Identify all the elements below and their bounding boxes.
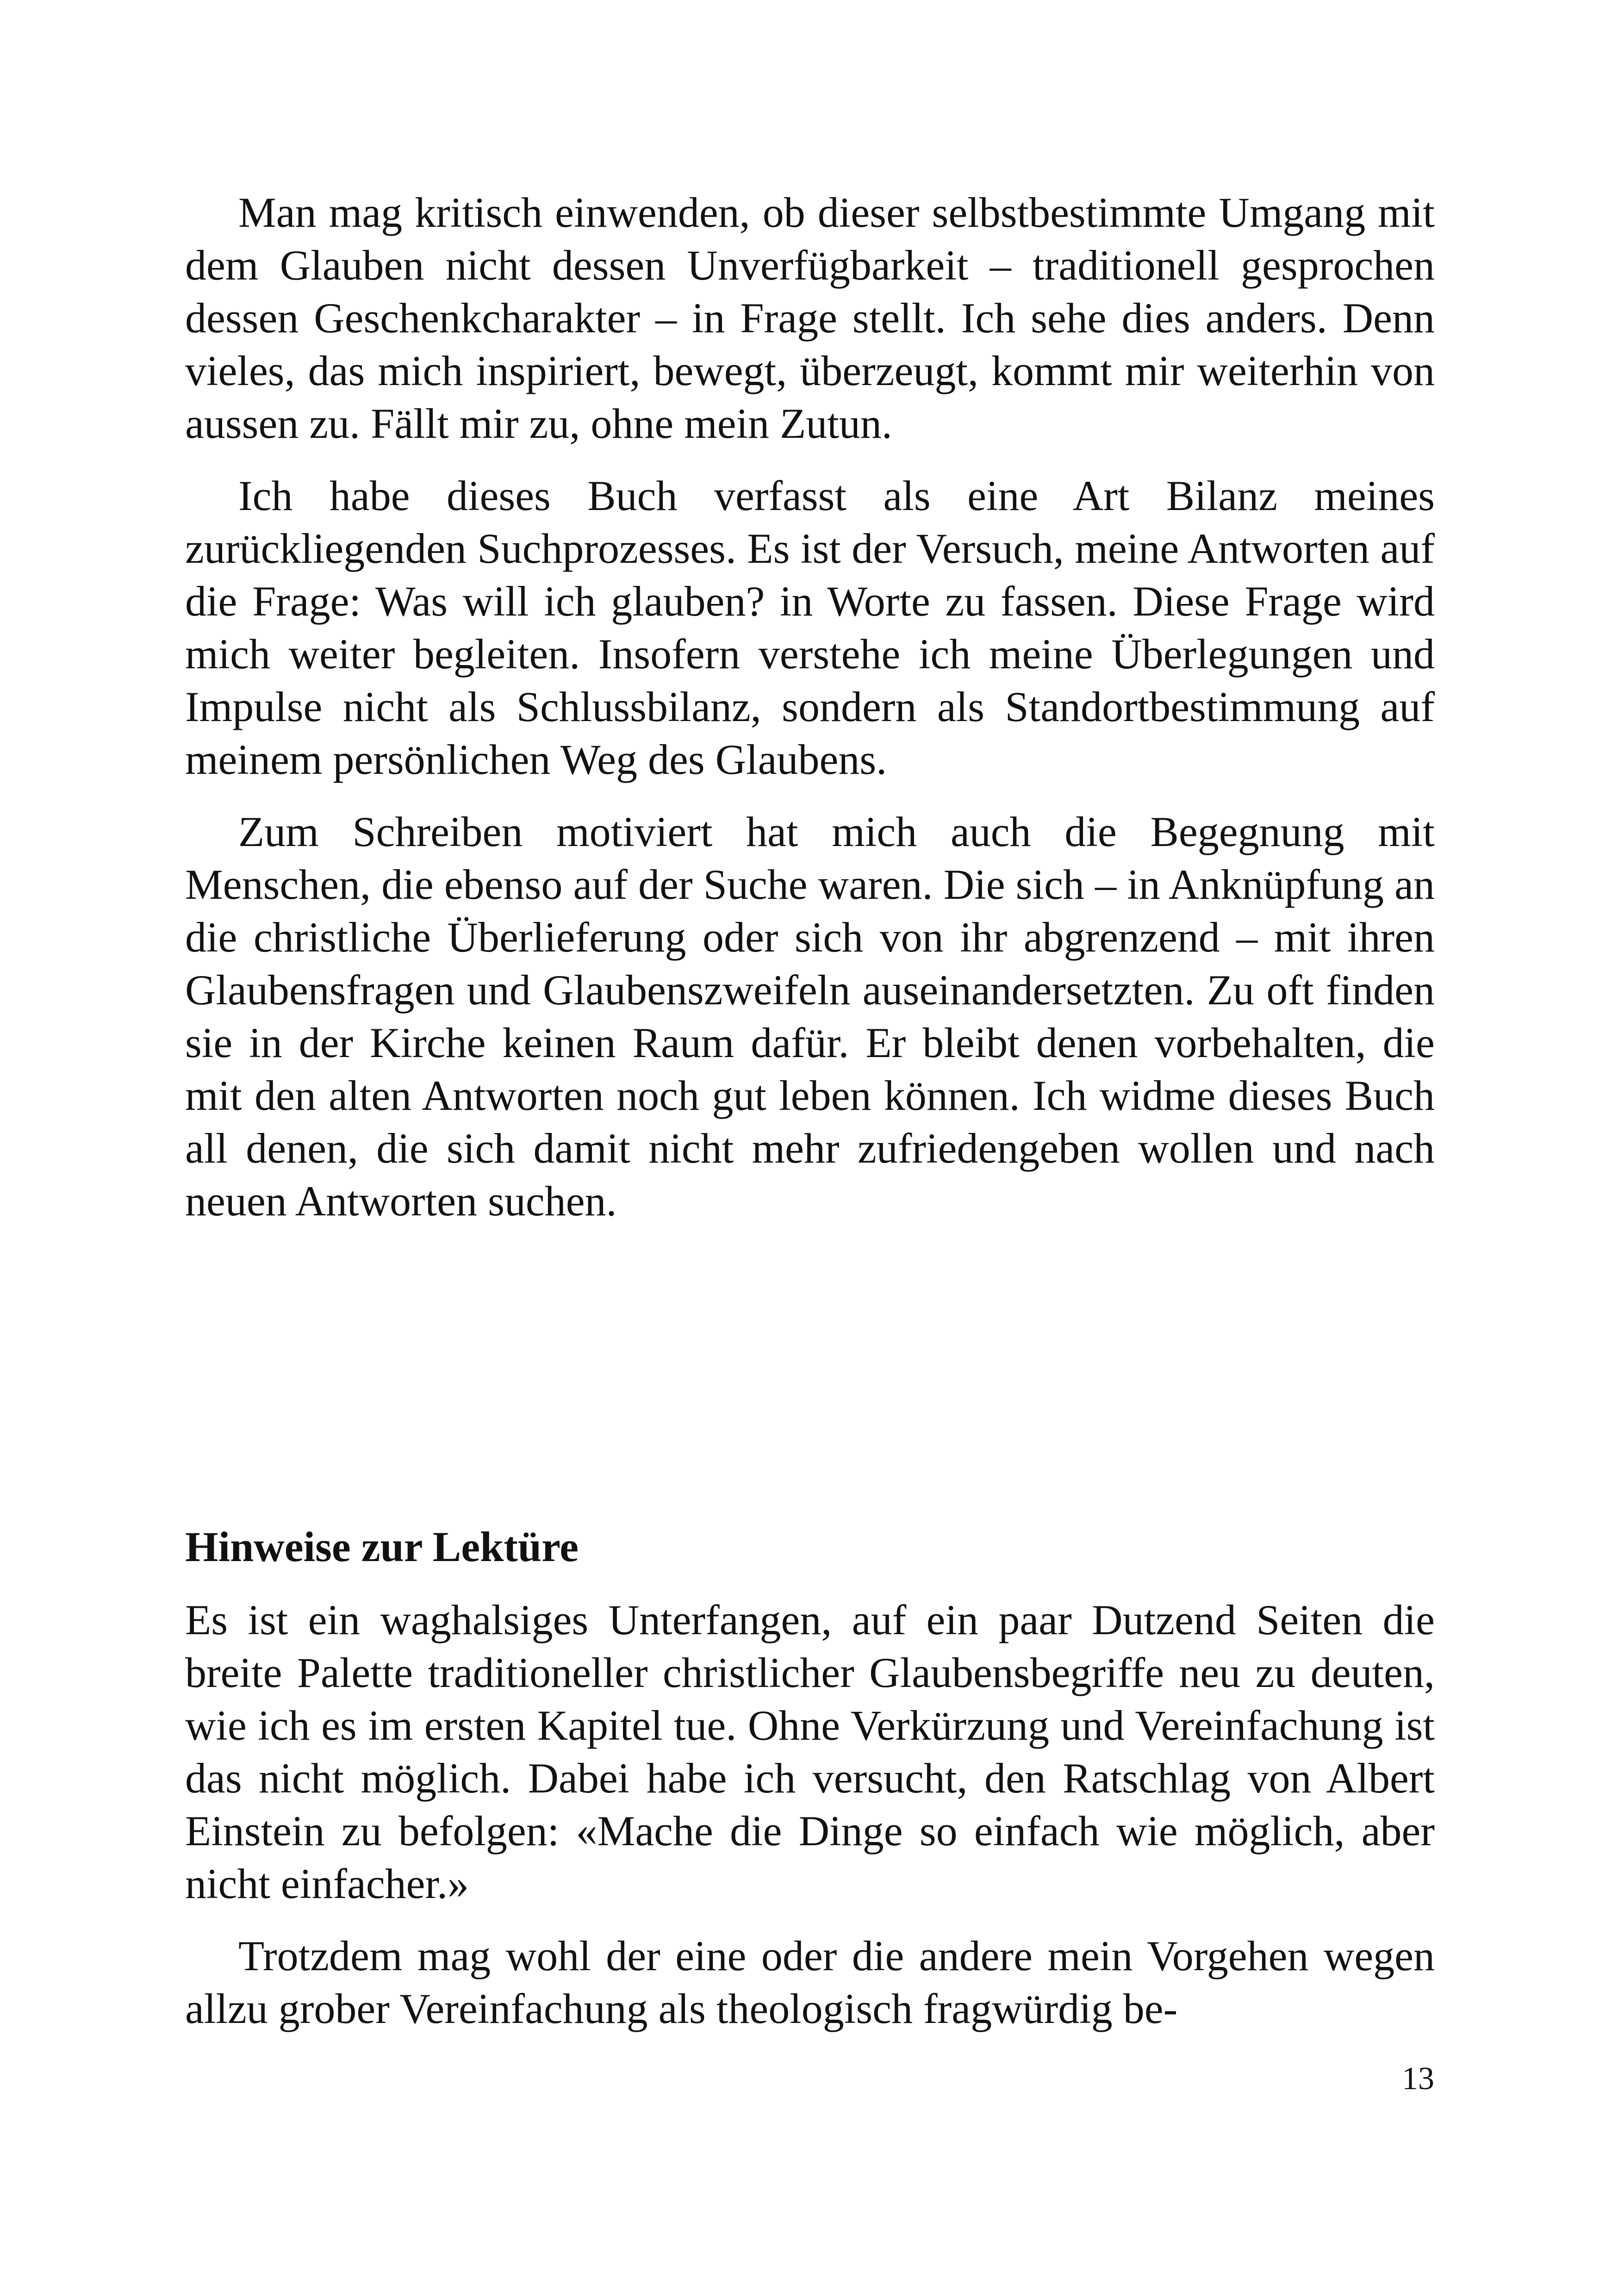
paragraph: Man mag kritisch einwenden, ob dieser selbstbestimmte Umgang mit dem Glauben nicht dessen Unverfügbarkeit – traditionell gesprochen dessen Geschenkcharakter – in Frage stellt. Ich sehe dies anders. Denn vieles, das mich inspiriert, bewegt, überzeugt, kommt mir weiterhin von aussen zu. Fällt mir zu, ohne mein Zutun. xyxy=(185,189,1435,447)
paragraph: Ich habe dieses Buch verfasst als eine Art Bilanz meines zurückliegenden Suchprozesses. Es ist der Versuch, meine Antworten auf die Frage: Was will ich glauben? in Worte zu fassen. Diese Frage wird mich weiter begleiten. Insofern verstehe ich meine Überlegungen und Impulse nicht als Schlussbilanz, sondern als Standortbestimmung auf meinem persönlichen Weg des Glaubens. xyxy=(185,472,1435,783)
section-heading: Hinweise zur Lektüre xyxy=(185,1523,579,1570)
page-number: 13 xyxy=(1402,2061,1434,2097)
paragraph: Es ist ein waghalsiges Unterfangen, auf ein paar Dutzend Seiten die breite Palette traditioneller christlicher Glaubensbegriffe neu zu deuten, wie ich es im ersten Kapitel tue. Ohne Verkürzung und Vereinfachung ist das nicht möglich. Dabei habe ich versucht, den Ratschlag von Albert Einstein zu befolgen: «Mache die Dinge so einfach wie möglich, aber nicht einfacher.» xyxy=(185,1596,1435,1907)
body-text-bottom xyxy=(185,1593,1435,2035)
body-text-top xyxy=(185,186,1435,1227)
paragraph: Zum Schreiben motiviert hat mich auch die Begegnung mit Menschen, die ebenso auf der Suche waren. Die sich – in Anknüpfung an die christliche Überlieferung oder sich von ihr abgrenzend – mit ihren Glaubensfragen und Glaubenszweifeln auseinandersetzten. Zu oft finden sie in der Kirche keinen Raum dafür. Er bleibt denen vorbehalten, die mit den alten Antworten noch gut leben können. Ich widme dieses Buch all denen, die sich damit nicht mehr zufriedengeben wollen und nach neuen Antworten suchen. xyxy=(185,808,1435,1225)
paragraph: Trotzdem mag wohl der eine oder die andere mein Vorgehen wegen allzu grober Vereinfachung als theologisch fragwürdig be- xyxy=(185,1932,1435,2032)
